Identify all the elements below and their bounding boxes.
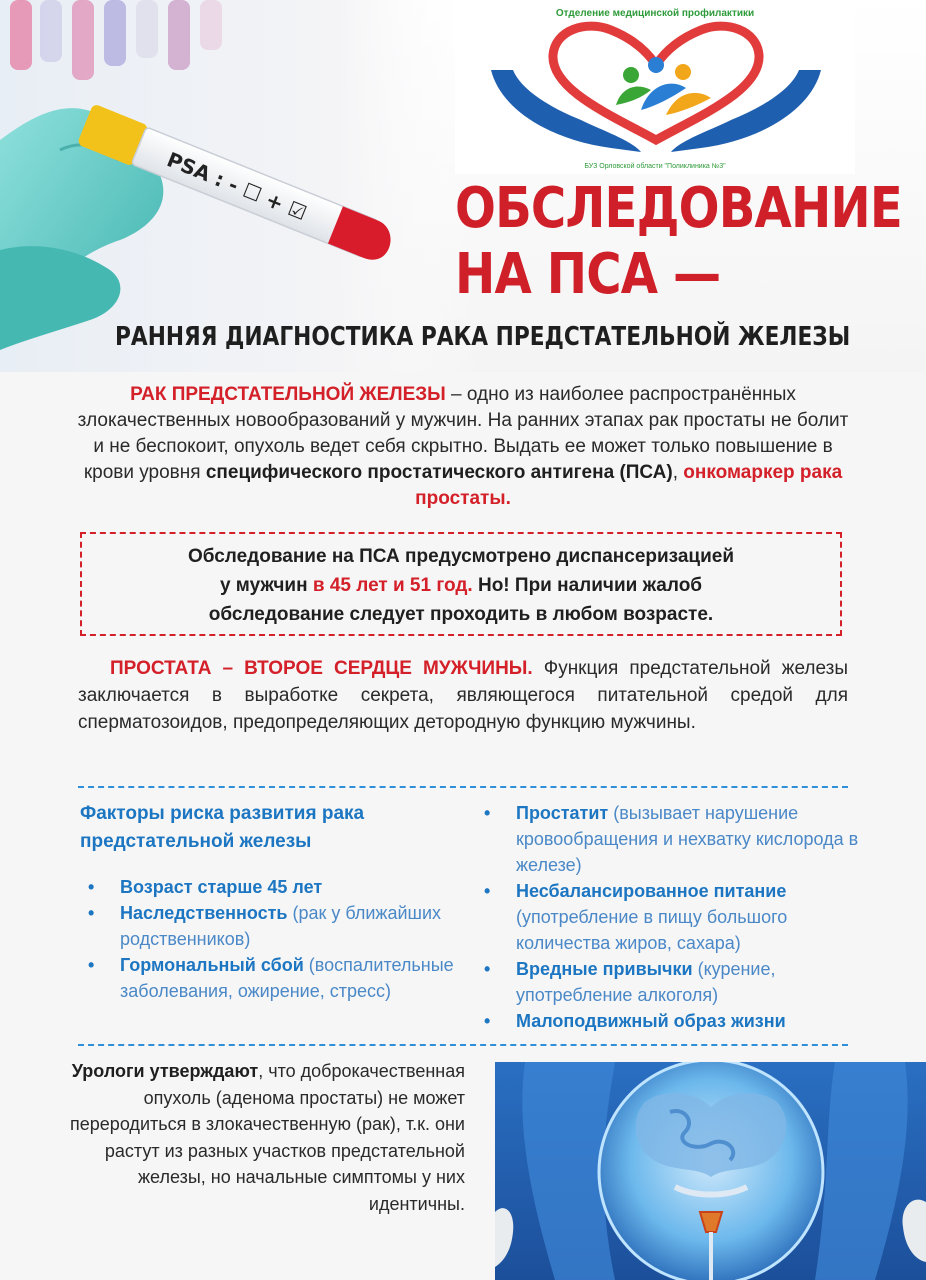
risk-title: Несбалансированное питание: [516, 881, 787, 901]
bullet-icon: •: [484, 959, 491, 979]
notice-line-1: Обследование на ПСА предусмотрено диспансеризацией: [187, 546, 735, 567]
intro-text-2: ,: [672, 462, 684, 483]
risk-list-left: [84, 874, 464, 1004]
risk-detail: (рак у ближайших родственников): [120, 903, 442, 949]
list-item: [480, 956, 860, 1008]
notice-ages: в 45 лет и 51 год.: [312, 575, 473, 596]
psa-test-tube-photo: [0, 0, 480, 372]
risk-list-right: [480, 800, 860, 1034]
list-item: [84, 952, 464, 1004]
risk-detail: (употребление в пищу большого количества жиров, сахара): [516, 907, 788, 953]
list-item: [480, 800, 860, 878]
notice-line-2-pre: у мужчин: [219, 575, 313, 596]
title-line-2: НА ПСА —: [455, 242, 721, 307]
heart-hands-logo-icon: [491, 20, 821, 162]
risk-title: Малоподвижный образ жизни: [516, 1011, 786, 1031]
divider-top: [78, 786, 848, 788]
bullet-icon: •: [484, 1011, 491, 1031]
page-title: [455, 176, 902, 308]
pelvis-anatomy-illustration: [495, 1062, 926, 1280]
title-line-1: ОБСЛЕДОВАНИЕ: [455, 176, 902, 241]
risk-title: Возраст старше 45 лет: [120, 877, 323, 897]
notice-line-2-post: Но! При наличии жалоб: [472, 575, 703, 596]
list-item: [480, 1008, 860, 1034]
list-item: [84, 900, 464, 952]
list-item: [84, 874, 464, 900]
urologists-paragraph: [60, 1058, 465, 1217]
bullet-icon: •: [484, 881, 491, 901]
intro-bold-psa: специфического простатического антигена (ПСА): [205, 462, 673, 483]
risk-title: Наследственность: [120, 903, 288, 923]
risk-detail: (воспалительные заболевания, ожирение, стресс): [120, 955, 454, 1001]
prostate-text: Функция предстательной железы заключается в выработке секрета, являющегося питательной средой для сперматозоидов, предопределяющих детородную функцию мужчины.: [78, 658, 848, 733]
tube-label: PSA : - ☐ + ☑: [163, 147, 311, 226]
logo-bottom-text: БУЗ Орловской области "Поликлиника №3": [584, 163, 726, 170]
intro-text-1: – одно из наиболее распространённых злокачественных новообразований у мужчин. На ранних этапах рак простаты не болит и не беспокоит, опухоль ведет себя скрытно. Выдать ее может только повышение в крови уровня: [77, 384, 849, 483]
urologists-lead: Урологи утверждают: [71, 1061, 259, 1081]
risk-factors-heading: Факторы риска развития рака предстательной железы: [80, 803, 365, 852]
intro-tail: онкомаркер рака простаты.: [415, 462, 843, 509]
bullet-icon: •: [88, 903, 95, 923]
intro-lead: РАК ПРЕДСТАТЕЛЬНОЙ ЖЕЛЕЗЫ: [130, 384, 446, 405]
notice-line-3: обследование следует проходить в любом возрасте.: [208, 604, 714, 625]
risk-title: Вредные привычки: [516, 959, 693, 979]
bullet-icon: •: [484, 803, 491, 823]
divider-bottom: [78, 1044, 848, 1046]
prostate-lead: ПРОСТАТА – ВТОРОЕ СЕРДЦЕ МУЖЧИНЫ.: [110, 658, 533, 679]
bullet-icon: •: [88, 955, 95, 975]
risk-title: Гормональный сбой: [120, 955, 304, 975]
intro-paragraph: [70, 382, 856, 512]
clinic-logo: [455, 2, 855, 174]
risk-detail: (вызывает нарушение кровообращения и нехватку кислорода в железе): [516, 803, 859, 875]
screening-notice-box: [80, 532, 842, 636]
risk-title: Простатит: [516, 803, 609, 823]
urologists-text: , что доброкачественная опухоль (аденома простаты) не может переродиться в злокачественную (рак), т.к. они растут из разных участков предстательной железы, но начальные симптомы у них идентичны.: [70, 1061, 465, 1214]
prostate-paragraph: [78, 655, 848, 736]
bullet-icon: •: [88, 877, 95, 897]
page-subtitle: РАННЯЯ ДИАГНОСТИКА РАКА ПРЕДСТАТЕЛЬНОЙ ЖЕЛЕЗЫ: [115, 322, 851, 352]
logo-top-text: Отделение медицинской профилактики: [555, 8, 755, 19]
notice-line-2: [82, 571, 840, 600]
risk-detail: (курение, употребление алкоголя): [516, 959, 776, 1005]
hero-banner: [0, 0, 926, 372]
list-item: [480, 878, 860, 956]
